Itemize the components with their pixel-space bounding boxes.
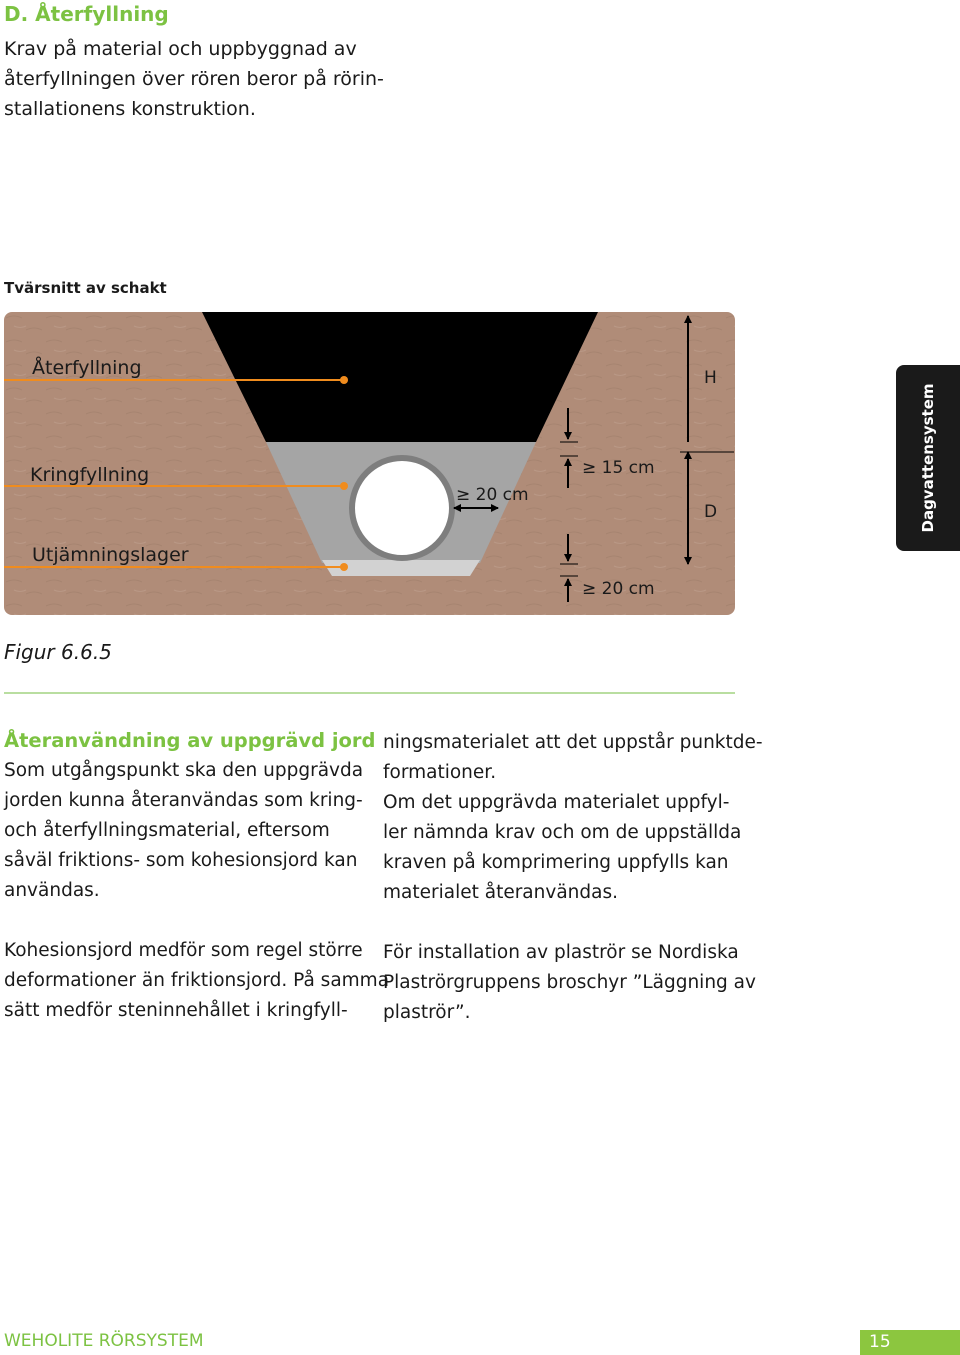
label-side-clearance: ≥ 20 cm <box>456 485 529 505</box>
body-column-right <box>383 728 763 1028</box>
section-heading: D. Återfyllning <box>4 2 169 26</box>
body-line: materialet återanvändas. <box>383 882 618 903</box>
leader-dot <box>340 482 348 490</box>
body-line: Som utgångspunkt ska den uppgrävda <box>4 760 364 781</box>
body-line: Kohesionsjord medför som regel större <box>4 940 363 961</box>
body-line: kraven på komprimering uppfylls kan <box>383 852 729 873</box>
label-backfill: Återfyllning <box>32 357 142 379</box>
body-line: sätt medför steninnehållet i kringfyll- <box>4 1000 348 1021</box>
label-d: D <box>704 502 718 522</box>
body-line: plaströr”. <box>383 1002 471 1023</box>
backfill-zone <box>202 312 598 442</box>
body-line: deformationer än friktionsjord. På samma <box>4 970 390 991</box>
figure-caption-title: Tvärsnitt av schakt <box>4 279 167 297</box>
page-number: 15 <box>869 1332 891 1352</box>
body-column-left <box>4 726 390 1026</box>
intro-line: stallationens konstruktion. <box>4 98 256 120</box>
body-line: användas. <box>4 880 100 901</box>
label-bedding: Utjämningslager <box>32 544 189 566</box>
subsection-heading: Återanvändning av uppgrävd jord <box>4 729 376 752</box>
label-bottom: ≥ 20 cm <box>582 579 655 599</box>
side-section-tab[interactable] <box>896 365 960 551</box>
section-intro <box>4 34 384 124</box>
pipe <box>352 458 452 558</box>
body-line: För installation av plaströr se Nordiska <box>383 942 739 963</box>
leader-dot <box>340 563 348 571</box>
body-line: ningsmaterialet att det uppstår punktde- <box>383 732 763 753</box>
label-surround: Kringfyllning <box>30 464 150 486</box>
label-cover: ≥ 15 cm <box>582 458 655 478</box>
page-number-box <box>860 1330 960 1355</box>
body-line: Om det uppgrävda materialet uppfyl- <box>383 792 730 813</box>
section-divider <box>4 692 735 694</box>
body-line: formationer. <box>383 762 497 783</box>
intro-line: Krav på material och uppbyggnad av <box>4 38 357 60</box>
trench-cross-section-diagram <box>4 312 735 615</box>
body-line: Plaströrgruppens broschyr ”Läggning av <box>383 972 756 993</box>
body-line: jorden kunna återanvändas som kring- <box>4 790 363 811</box>
body-line: och återfyllningsmaterial, eftersom <box>4 820 330 841</box>
footer-brand: WEHOLITE RÖRSYSTEM <box>4 1331 204 1351</box>
body-line: såväl friktions- som kohesionsjord kan <box>4 850 358 871</box>
intro-line: återfyllningen över rören beror på rörin- <box>4 68 384 90</box>
body-line: ler nämnda krav och om de uppställda <box>383 822 742 843</box>
label-h: H <box>704 368 717 388</box>
leader-dot <box>340 376 348 384</box>
side-tab-label: Dagvattensystem <box>919 383 937 533</box>
figure-number-label: Figur 6.6.5 <box>4 640 112 664</box>
